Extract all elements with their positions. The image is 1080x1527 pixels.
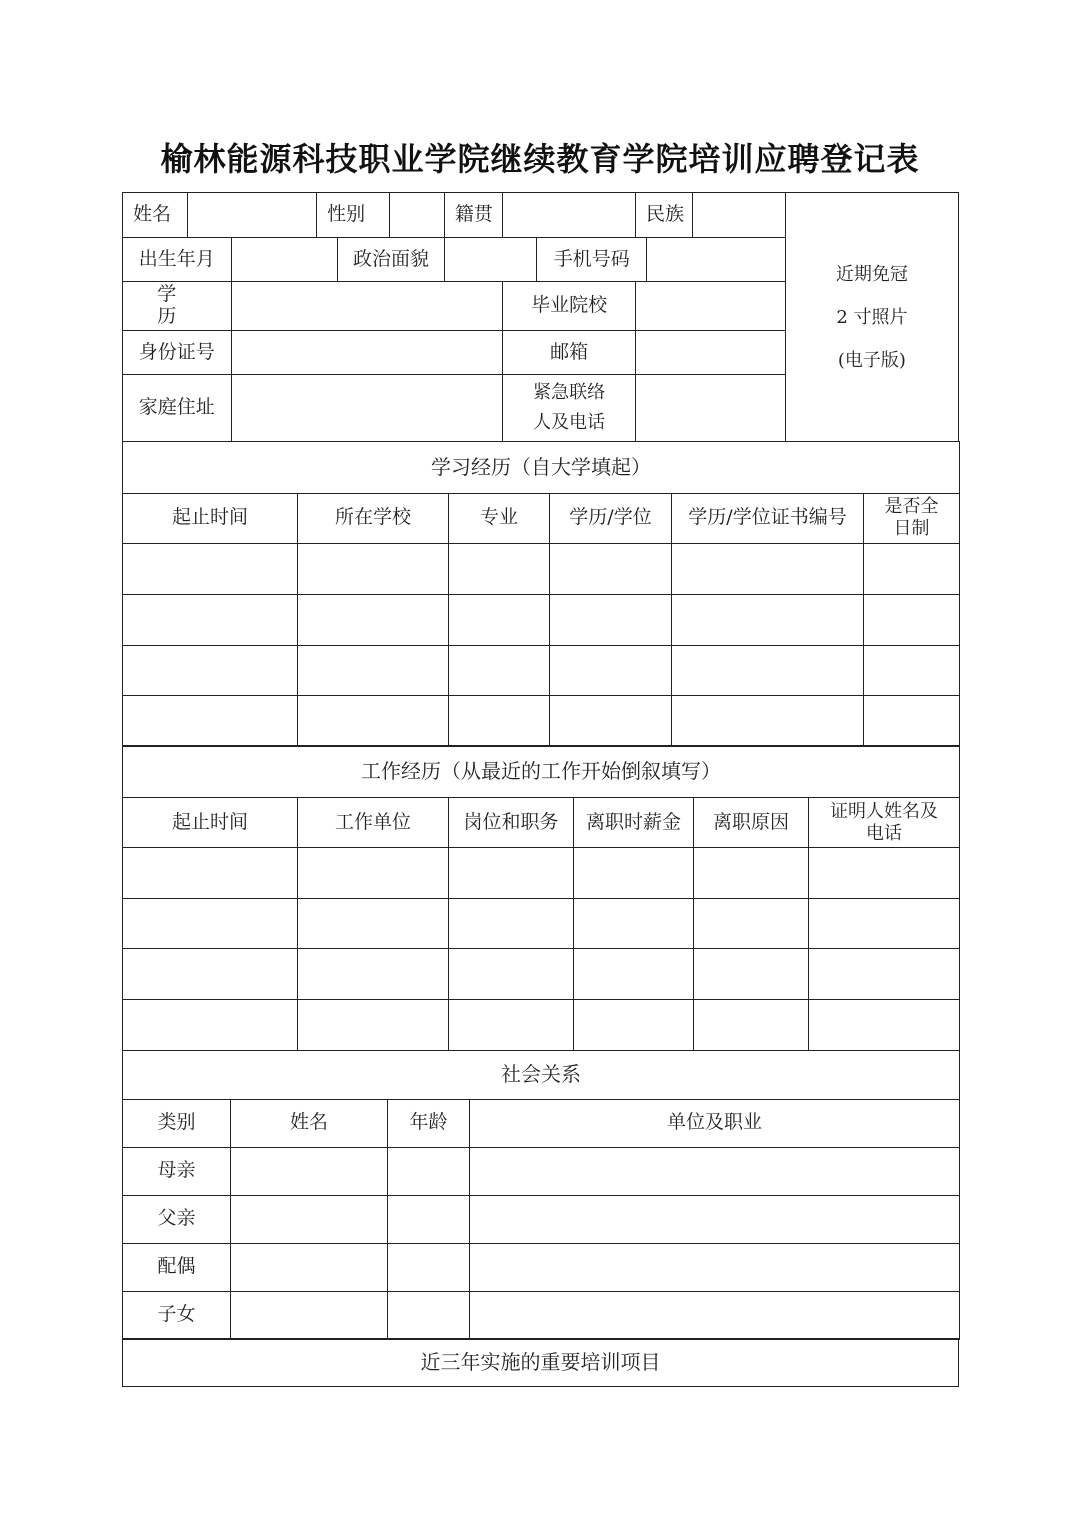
study-cell[interactable] (550, 695, 672, 746)
study-cell[interactable] (123, 695, 298, 746)
relation-spouse: 配偶 (123, 1243, 231, 1291)
table-row (123, 1195, 960, 1243)
work-col-reason: 离职原因 (694, 798, 809, 848)
photo-hint-line-2: 2 寸照片 (836, 306, 908, 328)
work-cell[interactable] (809, 1000, 960, 1051)
study-cell[interactable] (298, 543, 449, 594)
study-col-fulltime (864, 493, 960, 543)
political-field[interactable] (444, 238, 537, 282)
gender-field[interactable] (389, 193, 444, 238)
gender-label: 性别 (317, 193, 389, 238)
education-label: 学 历 (123, 282, 232, 331)
work-col-employer: 工作单位 (298, 798, 449, 848)
study-col-degree: 学历/学位 (550, 493, 672, 543)
study-col-school: 所在学校 (298, 493, 449, 543)
work-col-period: 起止时间 (123, 798, 298, 848)
social-col-employer: 单位及职业 (470, 1099, 960, 1147)
personal-info-table (122, 192, 959, 442)
education-field[interactable] (231, 282, 503, 331)
study-cell[interactable] (864, 645, 960, 695)
work-cell[interactable] (809, 949, 960, 1000)
study-cell[interactable] (449, 594, 550, 645)
social-cell[interactable] (388, 1243, 470, 1291)
study-cell[interactable] (672, 645, 864, 695)
school-label: 毕业院校 (503, 282, 636, 331)
email-label: 邮箱 (503, 331, 636, 375)
reference-line-2: 电话 (866, 822, 903, 844)
address-label: 家庭住址 (123, 375, 232, 442)
work-cell[interactable] (123, 899, 298, 949)
work-cell[interactable] (694, 949, 809, 1000)
work-cell[interactable] (123, 848, 298, 899)
emergency-contact-label (503, 375, 636, 442)
social-cell[interactable] (231, 1291, 388, 1339)
study-cell[interactable] (298, 695, 449, 746)
table-row (123, 1147, 960, 1195)
relation-children: 子女 (123, 1291, 231, 1339)
study-history-table (122, 441, 960, 747)
table-row (123, 1000, 960, 1051)
phone-label: 手机号码 (537, 238, 647, 282)
study-cell[interactable] (123, 543, 298, 594)
work-cell[interactable] (298, 1000, 449, 1051)
registration-form (122, 192, 960, 1387)
study-col-certificate: 学历/学位证书编号 (672, 493, 864, 543)
work-history-heading: 工作经历（从最近的工作开始倒叙填写） (123, 746, 960, 798)
study-cell[interactable] (550, 645, 672, 695)
social-cell[interactable] (470, 1195, 960, 1243)
table-row (123, 695, 960, 746)
table-row (123, 949, 960, 1000)
school-field[interactable] (635, 282, 785, 331)
work-cell[interactable] (574, 899, 694, 949)
work-cell[interactable] (574, 1000, 694, 1051)
social-cell[interactable] (470, 1291, 960, 1339)
relation-father: 父亲 (123, 1195, 231, 1243)
work-cell[interactable] (574, 848, 694, 899)
ethnicity-label: 民族 (635, 193, 692, 238)
study-cell[interactable] (672, 695, 864, 746)
social-cell[interactable] (231, 1147, 388, 1195)
study-cell[interactable] (864, 543, 960, 594)
table-row (123, 848, 960, 899)
social-col-category: 类别 (123, 1099, 231, 1147)
name-field[interactable] (188, 193, 317, 238)
work-cell[interactable] (449, 848, 574, 899)
work-cell[interactable] (694, 899, 809, 949)
address-field[interactable] (231, 375, 503, 442)
study-cell[interactable] (550, 543, 672, 594)
work-cell[interactable] (694, 848, 809, 899)
id-number-field[interactable] (231, 331, 503, 375)
study-cell[interactable] (672, 594, 864, 645)
social-cell[interactable] (388, 1195, 470, 1243)
ethnicity-field[interactable] (693, 193, 786, 238)
social-relations-table (122, 1050, 960, 1340)
birth-label: 出生年月 (123, 238, 232, 282)
emergency-label-line-1: 紧急联络 (533, 382, 606, 404)
social-cell[interactable] (388, 1147, 470, 1195)
photo-hint-line-3: (电子版) (837, 349, 906, 371)
political-label: 政治面貌 (338, 238, 445, 282)
study-cell[interactable] (672, 543, 864, 594)
form-title: 榆林能源科技职业学院继续教育学院培训应聘登记表 (160, 140, 920, 178)
emergency-contact-field[interactable] (635, 375, 785, 442)
study-cell[interactable] (449, 543, 550, 594)
study-col-period: 起止时间 (123, 493, 298, 543)
native-place-label: 籍贯 (444, 193, 502, 238)
study-cell[interactable] (298, 594, 449, 645)
table-row (123, 645, 960, 695)
work-cell[interactable] (809, 899, 960, 949)
work-cell[interactable] (123, 949, 298, 1000)
social-cell[interactable] (231, 1195, 388, 1243)
study-history-heading: 学习经历（自大学填起） (123, 441, 960, 493)
social-cell[interactable] (231, 1243, 388, 1291)
photo-box[interactable] (785, 193, 958, 442)
work-history-table (122, 745, 960, 1051)
fulltime-line-2: 日制 (893, 518, 930, 539)
work-col-position: 岗位和职务 (449, 798, 574, 848)
study-cell[interactable] (449, 645, 550, 695)
work-col-salary: 离职时薪金 (574, 798, 694, 848)
work-cell[interactable] (449, 899, 574, 949)
emergency-label-line-2: 人及电话 (533, 412, 606, 433)
training-table (122, 1338, 959, 1387)
social-cell[interactable] (470, 1243, 960, 1291)
social-col-age: 年龄 (388, 1099, 470, 1147)
work-cell[interactable] (449, 949, 574, 1000)
social-relations-heading: 社会关系 (123, 1050, 960, 1099)
photo-hint-line-1: 近期免冠 (835, 263, 908, 285)
study-cell[interactable] (550, 594, 672, 645)
table-row (123, 1291, 960, 1339)
study-cell[interactable] (449, 695, 550, 746)
work-col-reference (809, 798, 960, 848)
study-cell[interactable] (864, 695, 960, 746)
table-row (123, 543, 960, 594)
name-label: 姓名 (123, 193, 188, 238)
social-cell[interactable] (388, 1291, 470, 1339)
reference-line-1: 证明人姓名及 (830, 800, 939, 822)
native-place-field[interactable] (503, 193, 636, 238)
training-heading: 近三年实施的重要培训项目 (123, 1339, 959, 1387)
table-row (123, 1243, 960, 1291)
study-cell[interactable] (123, 645, 298, 695)
work-cell[interactable] (809, 848, 960, 899)
table-row (123, 594, 960, 645)
birth-field[interactable] (231, 238, 338, 282)
work-cell[interactable] (694, 1000, 809, 1051)
relation-mother: 母亲 (123, 1147, 231, 1195)
social-col-name: 姓名 (231, 1099, 388, 1147)
work-cell[interactable] (298, 899, 449, 949)
study-cell[interactable] (123, 594, 298, 645)
work-cell[interactable] (574, 949, 694, 1000)
work-cell[interactable] (449, 1000, 574, 1051)
fulltime-line-1: 是否全 (884, 496, 939, 518)
study-col-major: 专业 (449, 493, 550, 543)
study-cell[interactable] (864, 594, 960, 645)
work-cell[interactable] (298, 949, 449, 1000)
work-cell[interactable] (298, 848, 449, 899)
phone-field[interactable] (647, 238, 786, 282)
email-field[interactable] (635, 331, 785, 375)
work-cell[interactable] (123, 1000, 298, 1051)
social-cell[interactable] (470, 1147, 960, 1195)
table-row (123, 899, 960, 949)
study-cell[interactable] (298, 645, 449, 695)
id-number-label: 身份证号 (123, 331, 232, 375)
